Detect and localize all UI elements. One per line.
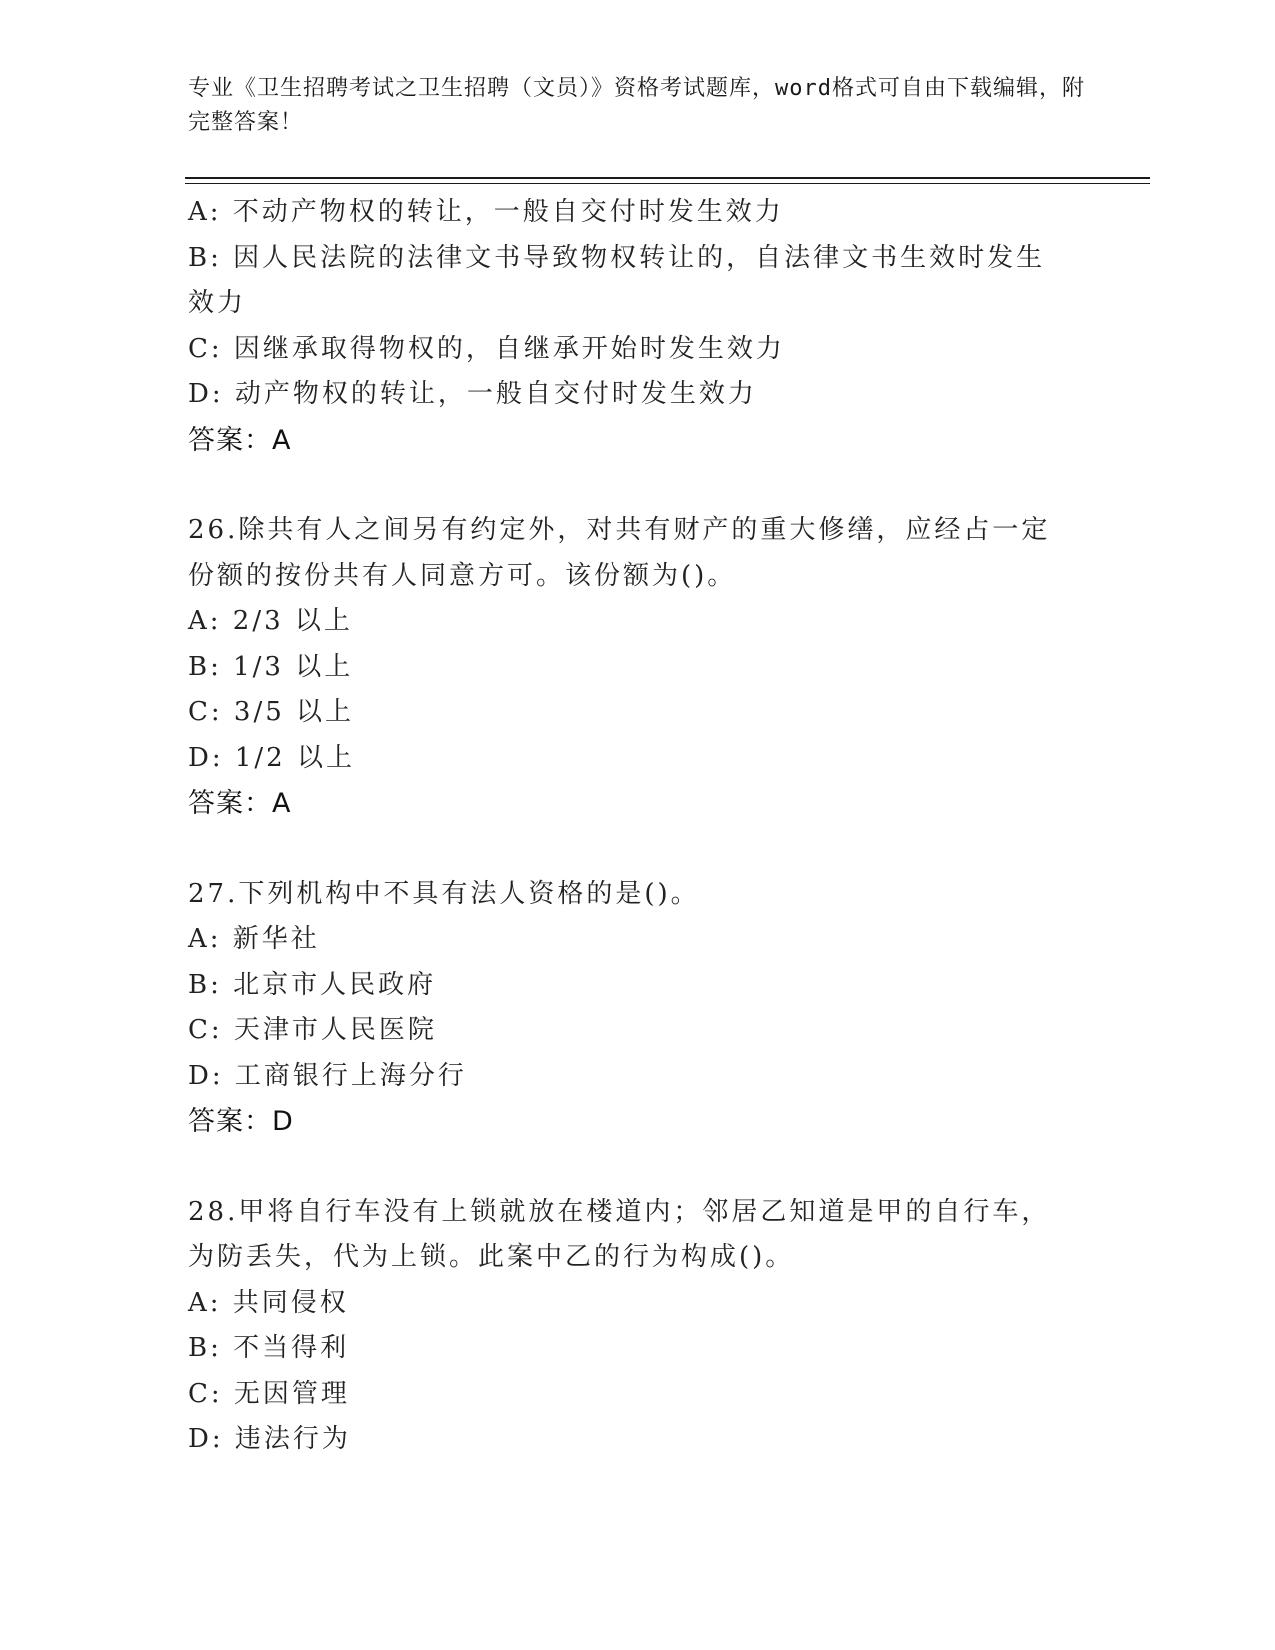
option-d: D: 1/2 以上 [188,742,355,773]
option-b: B: 1/3 以上 [188,651,354,682]
option-b: B: 因人民法院的法律文书导致物权转让的，自法律文书生效时发生效力 [188,242,1046,318]
question-block-26 [188,508,1088,827]
question-text: 27.下列机构中不具有法人资格的是()。 [188,878,700,909]
option-b: B: 不当得利 [188,1333,350,1363]
option-c: C: 因继承取得物权的，自继承开始时发生效力 [188,333,785,364]
answer-label: 答案：A [188,788,292,819]
question-text: 26.除共有人之间另有约定外，对共有财产的重大修缮，应经占一定份额的按份共有人同意方可。该份额为()。 [188,515,1051,591]
option-a: A: 共同侵权 [188,1287,349,1318]
spacer [188,1145,1088,1190]
option-c: C: 3/5 以上 [188,697,355,727]
answer-label: 答案：A [188,424,292,456]
question-list [188,190,1088,1463]
option-c: C: 天津市人民医院 [188,1015,437,1045]
option-a: A: 2/3 以上 [188,606,353,636]
question-block-25 [188,190,1088,463]
option-d: D: 工商银行上海分行 [188,1060,467,1091]
option-c: C: 无因管理 [188,1378,350,1409]
answer-label: 答案：D [188,1106,294,1137]
question-block-28 [188,1190,1088,1463]
document-header: 专业《卫生招聘考试之卫生招聘（文员）》资格考试题库，word格式可自由下载编辑，附完整答案！ [188,76,1085,135]
option-d: D: 动产物权的转让，一般自交付时发生效力 [188,379,757,409]
option-a: A: 新华社 [188,924,320,954]
option-d: D: 违法行为 [188,1424,351,1454]
option-a: A: 不动产物权的转让，一般自交付时发生效力 [188,197,784,227]
question-block-27 [188,872,1088,1145]
header-divider-thin [185,183,1150,184]
spacer [188,827,1088,872]
option-b: B: 北京市人民政府 [188,969,437,1000]
spacer [188,463,1088,508]
question-text: 28.甲将自行车没有上锁就放在楼道内；邻居乙知道是甲的自行车，为防丢失，代为上锁。此案中乙的行为构成()。 [188,1196,1051,1272]
header-divider-thick [185,177,1150,179]
